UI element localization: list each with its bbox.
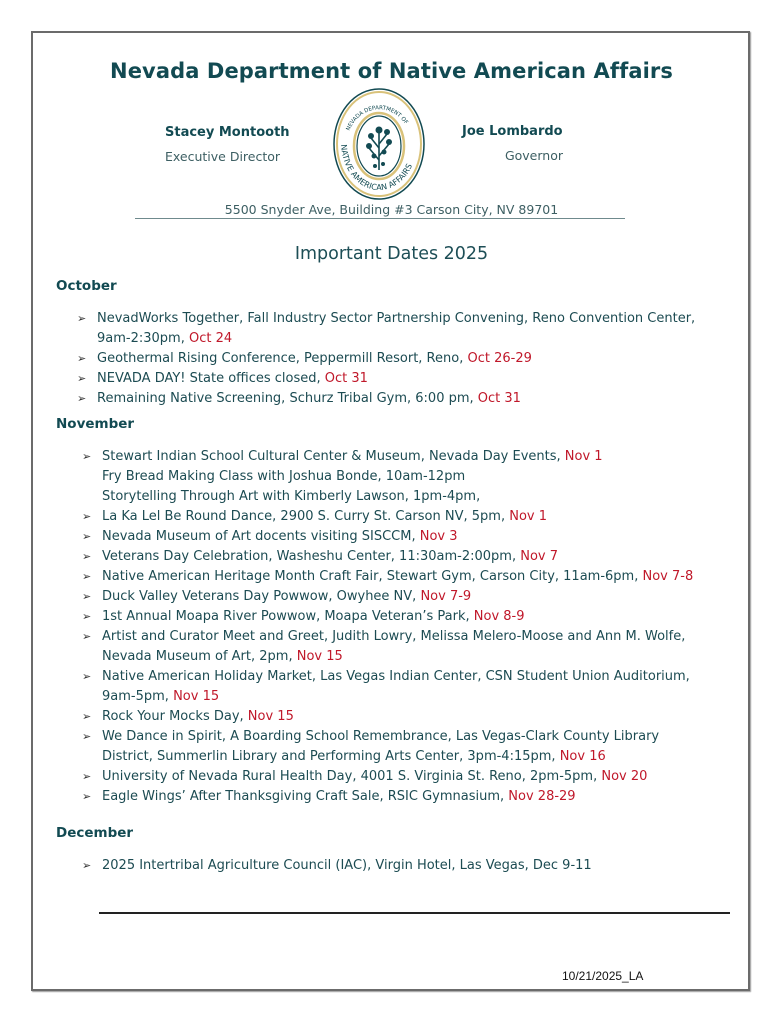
executive-director-block [165, 125, 290, 164]
november-events-list [82, 447, 702, 807]
event-date: Nov 1 [564, 449, 603, 464]
event-date: Nov 7-8 [642, 569, 694, 584]
arrow-bullet-icon: ➢ [82, 550, 92, 563]
event-item [82, 527, 702, 547]
arrow-bullet-icon: ➢ [82, 790, 92, 803]
arrow-bullet-icon: ➢ [77, 372, 87, 385]
event-item [82, 707, 702, 727]
event-description: NEVADA DAY! State offices closed, [97, 371, 321, 386]
event-description: La Ka Lel Be Round Dance, 2900 S. Curry St. Carson NV, 5pm, [102, 509, 506, 524]
arrow-bullet-icon: ➢ [82, 610, 92, 623]
arrow-bullet-icon: ➢ [82, 670, 92, 683]
arrow-bullet-icon: ➢ [82, 730, 92, 743]
month-heading-december: December [56, 825, 134, 841]
event-sub-item: Fry Bread Making Class with Joshua Bonde, 10am-12pm [102, 469, 466, 484]
director-name: Stacey Montooth [165, 125, 290, 140]
governor-block [462, 124, 563, 163]
event-description: 2025 Intertribal Agriculture Council (IAC), Virgin Hotel, Las Vegas, Dec 9-11 [102, 858, 592, 873]
arrow-bullet-icon: ➢ [82, 710, 92, 723]
event-item [82, 767, 702, 787]
event-item [82, 627, 702, 667]
event-date: Nov 20 [601, 769, 648, 784]
governor-name: Joe Lombardo [462, 124, 563, 139]
event-date: Nov 1 [509, 509, 547, 524]
event-description: We Dance in Spirit, A Boarding School Remembrance, Las Vegas-Clark County Library District, Summerlin Library and Performing Arts Center, 3pm-4:15pm, [102, 729, 660, 764]
arrow-bullet-icon: ➢ [82, 859, 92, 872]
department-title: Nevada Department of Native American Affairs [110, 59, 673, 83]
event-description: Rock Your Mocks Day, [102, 709, 244, 724]
event-description: Eagle Wings’ After Thanksgiving Craft Sale, RSIC Gymnasium, [102, 789, 505, 804]
event-item [82, 856, 702, 876]
event-description: NevadWorks Together, Fall Industry Sector Partnership Convening, Reno Convention Center, 9am-2:30pm, [97, 311, 696, 346]
event-item [82, 607, 702, 627]
event-date: Nov 16 [559, 749, 606, 764]
event-date: Nov 15 [296, 649, 343, 664]
event-description: Duck Valley Veterans Day Powwow, Owyhee NV, [102, 589, 417, 604]
event-date: Oct 31 [477, 391, 521, 406]
arrow-bullet-icon: ➢ [82, 450, 92, 463]
october-events-list [77, 309, 697, 409]
event-date: Nov 8-9 [473, 609, 525, 624]
event-description: Stewart Indian School Cultural Center & Museum, Nevada Day Events, [102, 449, 561, 464]
arrow-bullet-icon: ➢ [82, 530, 92, 543]
seal-bottom-text: NATIVE AMERICAN AFFAIRS [338, 144, 415, 193]
arrow-bullet-icon: ➢ [82, 630, 92, 643]
arrow-bullet-icon: ➢ [82, 770, 92, 783]
event-description: Artist and Curator Meet and Greet, Judith Lowry, Melissa Melero-Moose and Ann M. Wolfe, Nevada Museum of Art, 2pm, [102, 629, 686, 664]
event-date: Nov 7 [520, 549, 558, 564]
month-heading-november: November [56, 416, 135, 432]
address-divider [135, 218, 625, 219]
event-item [82, 587, 702, 607]
event-date: Nov 15 [173, 689, 220, 704]
governor-role: Governor [504, 148, 563, 163]
event-item [77, 369, 697, 389]
event-item [82, 507, 702, 527]
event-description: Geothermal Rising Conference, Peppermill Resort, Reno, [97, 351, 464, 366]
event-date: Nov 28-29 [508, 789, 576, 804]
footer-divider [99, 912, 730, 914]
event-item [77, 349, 697, 369]
event-item [82, 667, 702, 707]
director-role: Executive Director [165, 149, 281, 164]
event-item [77, 309, 697, 349]
arrow-bullet-icon: ➢ [77, 392, 87, 405]
document-revision-id: 10/21/2025_LA [562, 969, 644, 983]
event-item [82, 727, 702, 767]
arrow-bullet-icon: ➢ [82, 570, 92, 583]
event-description: Native American Holiday Market, Las Vegas Indian Center, CSN Student Union Auditorium, 9am-5pm, [102, 669, 690, 704]
event-description: Remaining Native Screening, Schurz Tribal Gym, 6:00 pm, [97, 391, 474, 406]
seal-top-text: NEVADA DEPARTMENT OF [345, 105, 409, 132]
department-seal-icon [331, 86, 427, 202]
arrow-bullet-icon: ➢ [82, 510, 92, 523]
event-description: 1st Annual Moapa River Powwow, Moapa Veteran’s Park, [102, 609, 470, 624]
event-date: Nov 7-9 [420, 589, 472, 604]
event-item [82, 547, 702, 567]
arrow-bullet-icon: ➢ [82, 590, 92, 603]
event-date: Oct 24 [188, 331, 233, 346]
event-description: Native American Heritage Month Craft Fair, Stewart Gym, Carson City, 11am-6pm, [102, 569, 639, 584]
event-date: Oct 31 [324, 371, 368, 386]
department-address: 5500 Snyder Ave, Building #3 Carson City, NV 89701 [224, 202, 559, 217]
arrow-bullet-icon: ➢ [77, 312, 87, 325]
arrow-bullet-icon: ➢ [77, 352, 87, 365]
event-item [82, 447, 702, 507]
event-item [82, 787, 702, 807]
event-description: Veterans Day Celebration, Washeshu Center, 11:30am-2:00pm, [102, 549, 517, 564]
event-description: University of Nevada Rural Health Day, 4001 S. Virginia St. Reno, 2pm-5pm, [102, 769, 598, 784]
december-events-list [82, 856, 702, 876]
event-description: Nevada Museum of Art docents visiting SISCCM, [102, 529, 416, 544]
event-date: Oct 26-29 [467, 351, 532, 366]
event-item [77, 389, 697, 409]
event-sub-item: Storytelling Through Art with Kimberly Lawson, 1pm-4pm, [102, 489, 481, 504]
event-item [82, 567, 702, 587]
month-heading-october: October [56, 278, 117, 294]
event-date: Nov 15 [247, 709, 294, 724]
document-subtitle: Important Dates 2025 [294, 244, 489, 264]
event-date: Nov 3 [419, 529, 458, 544]
